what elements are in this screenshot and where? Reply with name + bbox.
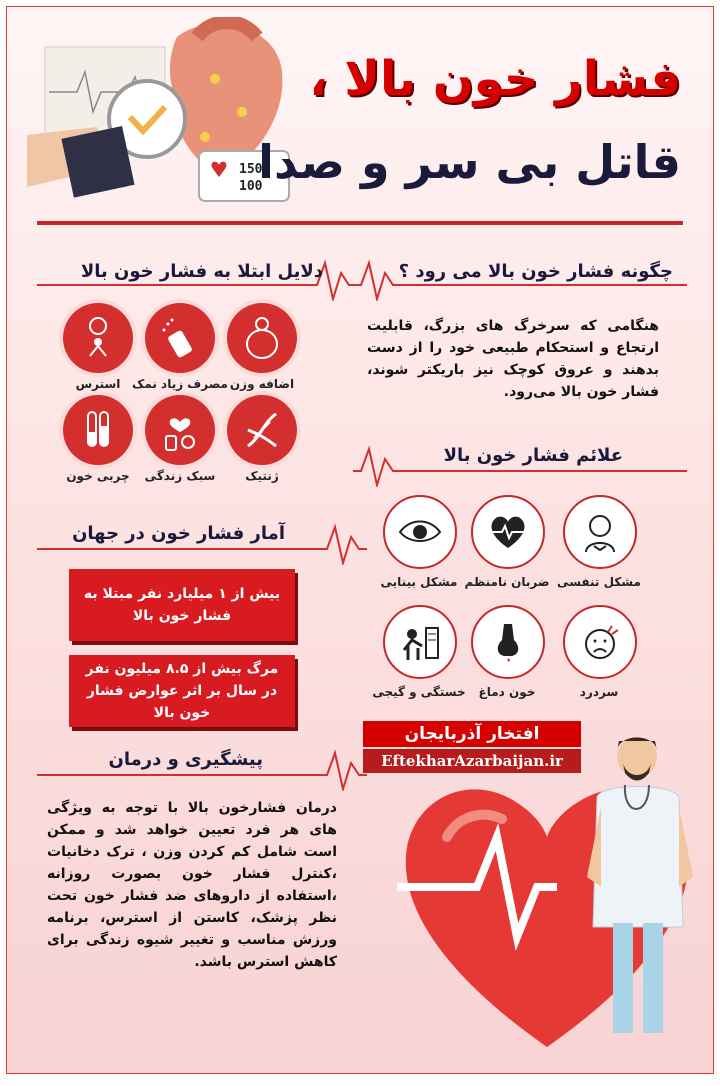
stat-box-1: بیش از ۱ میلیارد نفر مبتلا به فشار خون بالا: [69, 569, 295, 641]
stat-box-2: مرگ بیش از ۸.۵ میلیون نفر در سال بر اثر عوارض فشار خون بالا: [69, 655, 295, 727]
symptom-label-nosebleed: خون دماغ: [478, 685, 536, 699]
fatigue-icon: [383, 605, 457, 679]
treatment-text: درمان فشارخون بالا با توجه به ویژگی های هر فرد تعیین خواهد شد و ممکن است شامل کم کردن وزن ، ترک دخانیات ،کنترل فشار خون بصورت روزانه ،استفاده از داروهای ضد فشار خون تحت نظر پزشک، کاستن از استرس، برنامه ورزش مناسب و تغییر شیوه زندگی برای کاهش استرس باشد.: [47, 800, 337, 970]
how-title: چگونه فشار خون بالا می رود ؟: [398, 261, 673, 282]
symptom-label-fatigue: خستگی و گیجی: [372, 685, 466, 699]
cause-label-lifestyle: سبک زندگی: [144, 469, 216, 483]
cause-label-stress: استرس: [75, 377, 121, 391]
eye-icon: [383, 495, 457, 569]
symptom-label-headache: سردرد: [579, 685, 619, 699]
heartbeat-icon: [471, 495, 545, 569]
breathing-icon: [563, 495, 637, 569]
stress-icon: [63, 303, 133, 373]
blood-test-icon: [63, 395, 133, 465]
monitor-value-top: 150: [239, 162, 263, 177]
cause-label-blood-fat: چربی خون: [66, 469, 130, 483]
symptoms-title: علائم فشار خون بالا: [443, 445, 623, 466]
header-divider: [37, 221, 683, 225]
headache-icon: [563, 605, 637, 679]
monitor-value-bottom: 100: [239, 179, 263, 194]
overweight-icon: [227, 303, 297, 373]
lifestyle-icon: [145, 395, 215, 465]
symptom-label-vision: مشکل بینایی: [380, 575, 458, 589]
dna-icon: [227, 395, 297, 465]
treatment-title: پیشگیری و درمان: [108, 749, 263, 770]
infographic-page: [6, 6, 714, 1074]
nosebleed-icon: [471, 605, 545, 679]
cause-label-salt: مصرف زیاد نمک: [132, 377, 228, 391]
salt-shaker-icon: [145, 303, 215, 373]
page-title-line2: قاتل بی سر و صدا: [258, 135, 681, 189]
brand-name-fa: افتخار آذربایجان: [363, 721, 581, 747]
cause-label-overweight: اضافه وزن: [229, 377, 295, 391]
causes-title: دلایل ابتلا به فشار خون بالا: [80, 261, 323, 282]
brand-site[interactable]: EftekharAzarbaijan.ir: [363, 749, 581, 773]
cause-label-genetic: ژنتیک: [245, 469, 279, 483]
symptom-label-heartbeat: ضربان نامنظم: [464, 575, 550, 589]
stats-title: آمار فشار خون در جهان: [72, 523, 285, 544]
how-text: هنگامی که سرخرگ های بزرگ، قابلیت ارتجاع و استحکام طبیعی خود را از دست بدهند و عروق کوچک نیز باریکتر شوند، فشار خون بالا می‌رود.: [367, 318, 659, 400]
heart-doctor-illustration: [387, 727, 707, 1067]
page-title-line1: فشار خون بالا ،: [309, 51, 681, 107]
symptom-label-breathing: مشکل تنفسی: [557, 575, 641, 589]
